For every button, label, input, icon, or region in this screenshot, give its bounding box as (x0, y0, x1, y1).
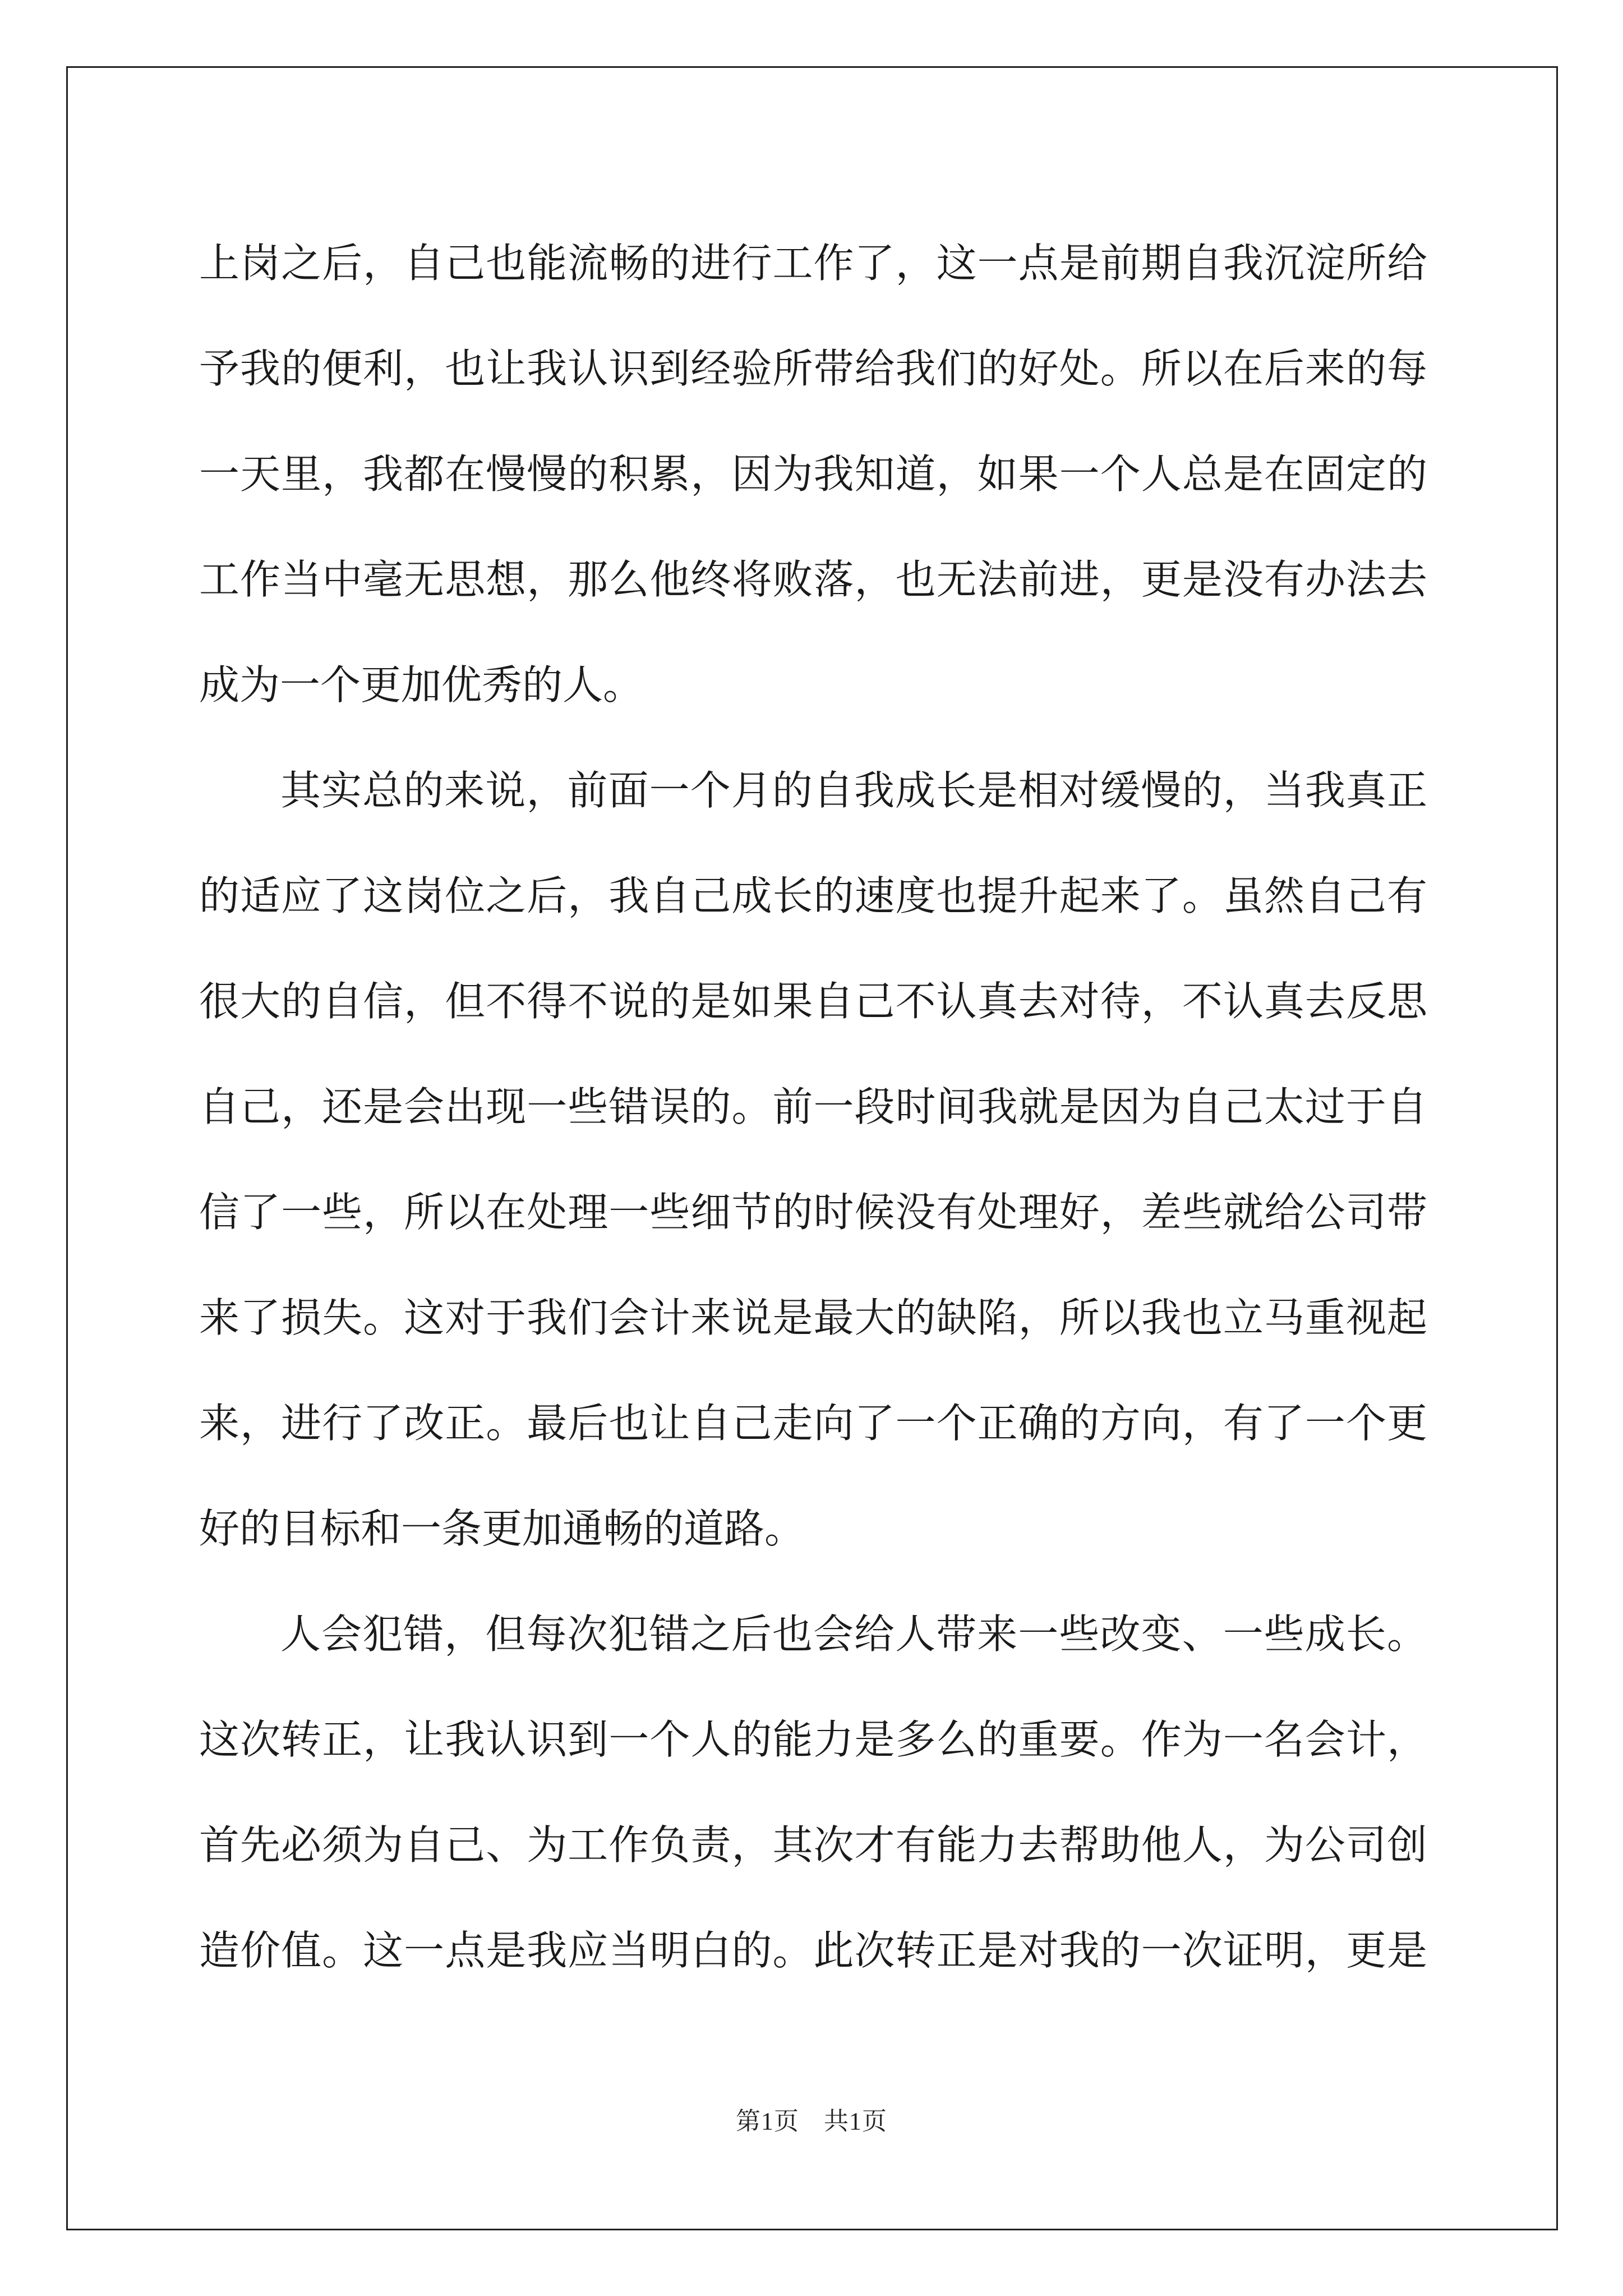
page-number-current: 第1页 (736, 2108, 799, 2135)
paragraph-line: 这次转正，让我认识到一个人的能力是多么的重要。作为一名会计， (199, 1716, 1427, 1763)
paragraph-line: 予我的便利，也让我认识到经验所带给我们的好处。所以在后来的每 (199, 345, 1427, 392)
paragraph-line: 好的目标和一条更加通畅的道路。 (199, 1505, 805, 1552)
paragraph-line: 工作当中毫无思想，那么他终将败落，也无法前进，更是没有办法去 (199, 556, 1427, 603)
paragraph-line: 首先必须为自己、为工作负责，其次才有能力去帮助他人，为公司创 (199, 1821, 1427, 1869)
paragraph-line: 造价值。这一点是我应当明白的。此次转正是对我的一次证明，更是 (199, 1927, 1427, 1974)
paragraph-line: 来了损失。这对于我们会计来说是最大的缺陷，所以我也立马重视起 (199, 1294, 1427, 1341)
paragraph-line: 很大的自信，但不得不说的是如果自己不认真去对待，不认真去反思 (199, 978, 1427, 1025)
paragraph-line: 的适应了这岗位之后，我自己成长的速度也提升起来了。虽然自己有 (199, 872, 1427, 919)
paragraph-line: 成为一个更加优秀的人。 (199, 661, 644, 708)
paragraph-line: 其实总的来说，前面一个月的自我成长是相对缓慢的，当我真正 (280, 767, 1427, 814)
paragraph-line: 来，进行了改正。最后也让自己走向了一个正确的方向，有了一个更 (199, 1400, 1427, 1447)
paragraph-line: 一天里，我都在慢慢的积累，因为我知道，如果一个人总是在固定的 (199, 450, 1427, 498)
document-body (199, 210, 1427, 2003)
paragraph-line: 上岗之后，自己也能流畅的进行工作了，这一点是前期自我沉淀所给 (199, 240, 1427, 287)
paragraph-line: 自己，还是会出现一些错误的。前一段时间我就是因为自己太过于自 (199, 1083, 1427, 1130)
paragraph-line: 信了一些，所以在处理一些细节的时候没有处理好，差些就给公司带 (199, 1189, 1427, 1236)
page-number-total: 共1页 (824, 2108, 887, 2135)
page-footer (0, 2101, 1623, 2137)
paragraph-line: 人会犯错，但每次犯错之后也会给人带来一些改变、一些成长。 (280, 1611, 1427, 1658)
